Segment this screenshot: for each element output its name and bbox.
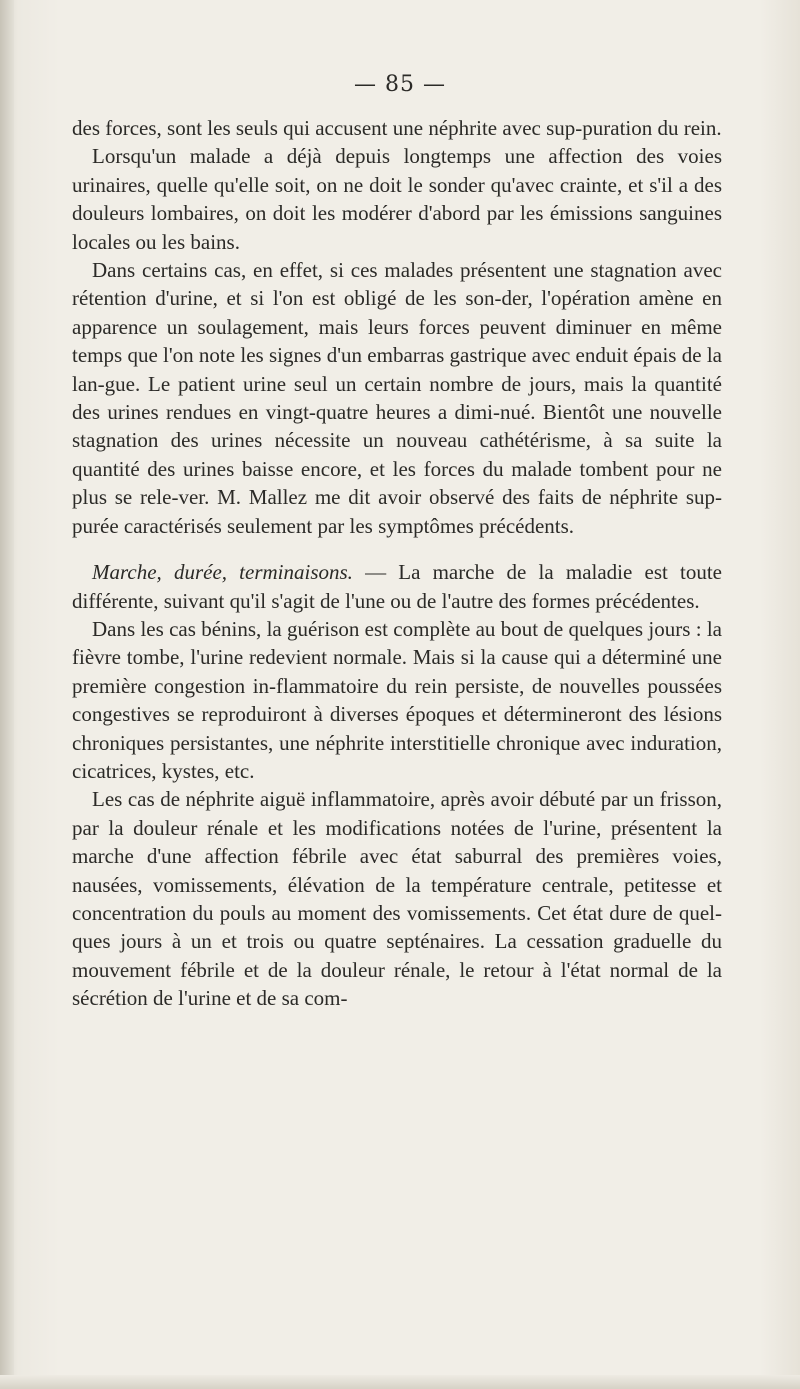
- paragraph: Lorsqu'un malade a déjà depuis longtemps une affection des voies urinaires, quelle qu'elle soit, on ne doit le sonder qu'avec crainte, et s'il a des douleurs lombaires, on doit les modérer d'abord par les émissions sanguines locales ou les bains.: [72, 144, 722, 254]
- body-text: [72, 114, 722, 1013]
- page-number: — 85 —: [354, 72, 446, 97]
- page-bottom-edge: [0, 1375, 800, 1389]
- section-heading: Marche, durée, terminaisons.: [92, 560, 353, 585]
- page-binding-edge: [0, 0, 14, 1389]
- paragraph: Dans les cas bénins, la guérison est complète au bout de quelques jours : la fièvre tombe, l'urine redevient normale. Mais si la cause qui a déterminé une première congestion in-flammatoire du rein persiste, de nouvelles poussées congestives se reproduiront à diverses époques et détermineront des lésions chroniques persistantes, une néphrite interstitielle chronique avec induration, cicatrices, kystes, etc.: [72, 616, 722, 783]
- paragraph: Dans certains cas, en effet, si ces malades présentent une stagnation avec rétention d'urine, et si l'on est obligé de les son-der, l'opération amène en apparence un soulagement, mais leurs forces peuvent diminuer en même temps que l'on note les signes d'un embarras gastrique avec enduit épais de la lan-gue. Le patient urine seul un certain nombre de jours, mais la quantité des urines rendues en vingt-quatre heures a dimi-nué. Bientôt une nouvelle stagnation des urines nécessite un nouveau cathétérisme, à sa suite la quantité des urines baisse encore, et les forces du malade tombent pour ne plus se rele-ver. M. Mallez me dit avoir observé des faits de néphrite sup-purée caractérisés seulement par les symptômes précédents.: [72, 258, 722, 538]
- paragraph: des forces, sont les seuls qui accusent une néphrite avec sup-puration du rein.: [72, 116, 722, 140]
- paragraph: Les cas de néphrite aiguë inflammatoire, après avoir débuté par un frisson, par la douleur rénale et les modifications notées de l'urine, présentent la marche d'une affection fébrile avec état saburral des premières voies, nausées, vomissements, élévation de la température centrale, petitesse et concentration du pouls au moment des vomissements. Cet état dure de quel-ques jours à un et trois ou quatre septénaires. La cessation graduelle du mouvement fébrile et de la douleur rénale, le retour à l'état normal de la sécrétion de l'urine et de sa com-: [72, 787, 722, 1011]
- paragraph: [72, 558, 722, 615]
- paragraph-text: — La marche de la maladie est toute différente, suivant qu'il s'agit de l'une ou de l'autre des formes précédentes.: [72, 560, 722, 613]
